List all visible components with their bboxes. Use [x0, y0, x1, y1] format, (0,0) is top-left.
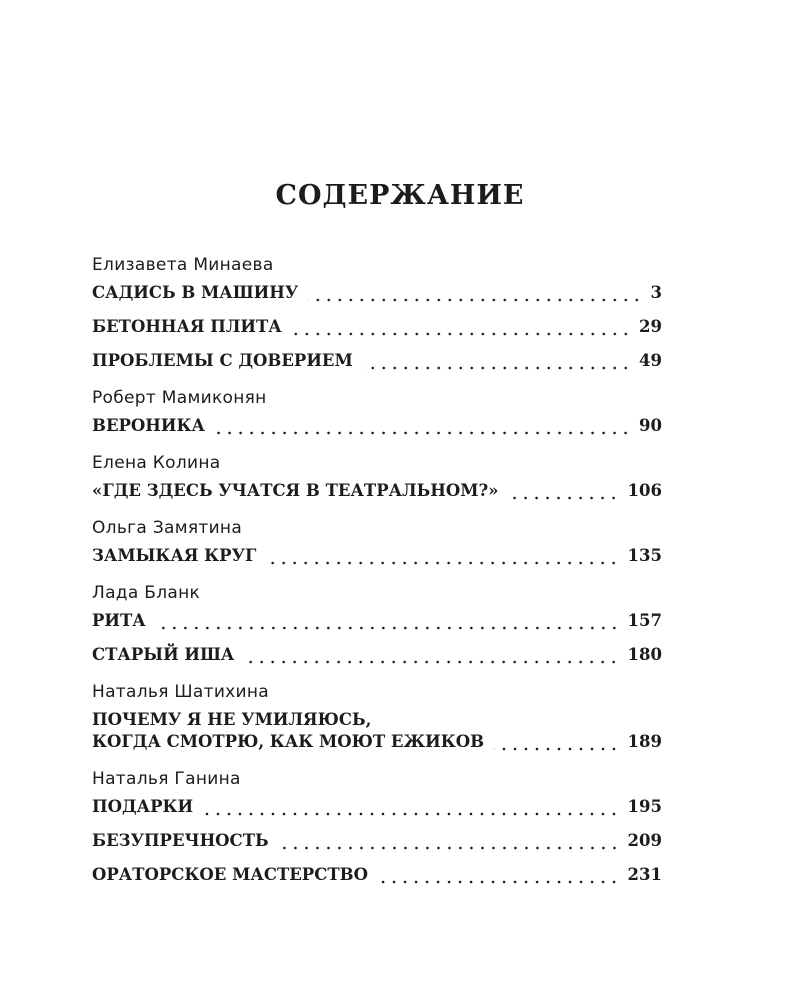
page-number: 29	[639, 317, 662, 336]
author-name: Наталья Ганина	[92, 769, 241, 789]
dot-leader	[215, 415, 631, 437]
author-name: Елизавета Минаева	[92, 255, 274, 275]
dot-leader	[508, 480, 619, 502]
entry-title: БЕЗУПРЕЧНОСТЬ	[92, 831, 269, 850]
table-of-contents	[92, 254, 662, 886]
toc-entry[interactable]	[92, 864, 662, 886]
author-name: Елена Колина	[92, 453, 221, 473]
page-number: 157	[627, 611, 662, 630]
toc-entry[interactable]	[92, 644, 662, 666]
toc-entry[interactable]	[92, 316, 662, 338]
page-number: 180	[627, 645, 662, 664]
dot-leader	[156, 610, 620, 632]
page-number: 106	[627, 481, 662, 500]
entry-title: ВЕРОНИКА	[92, 416, 205, 435]
page-number: 49	[639, 351, 662, 370]
toc-entry[interactable]	[92, 830, 662, 852]
dot-leader	[203, 796, 619, 818]
dot-leader	[244, 644, 619, 666]
entry-title: САДИСЬ В МАШИНУ	[92, 283, 299, 302]
entry-title: РИТА	[92, 611, 146, 630]
page-number: 189	[627, 732, 662, 751]
toc-entry[interactable]	[92, 480, 662, 502]
dot-leader	[363, 350, 631, 372]
page-number: 195	[627, 797, 662, 816]
toc-entry[interactable]	[92, 282, 662, 304]
entry-title: ПОЧЕМУ Я НЕ УМИЛЯЮСЬ, КОГДА СМОТРЮ, КАК МОЮТ ЕЖИКОВ	[92, 710, 485, 751]
toc-entry[interactable]	[92, 796, 662, 818]
page-number: 90	[639, 416, 662, 435]
dot-leader	[279, 830, 620, 852]
author-name: Наталья Шатихина	[92, 682, 270, 702]
toc-entry[interactable]	[92, 709, 662, 753]
page-number: 231	[627, 865, 662, 884]
page-number: 135	[627, 546, 662, 565]
entry-title: БЕТОННАЯ ПЛИТА	[92, 317, 282, 336]
toc-entry[interactable]	[92, 415, 662, 437]
entry-title: СТАРЫЙ ИША	[92, 645, 235, 664]
page-number: 209	[627, 831, 662, 850]
page-title: СОДЕРЖАНИЕ	[275, 180, 525, 211]
entry-title: ПРОБЛЕМЫ С ДОВЕРИЕМ	[92, 351, 353, 370]
toc-entry[interactable]	[92, 545, 662, 567]
author-name: Лада Бланк	[92, 583, 201, 603]
entry-title: «ГДЕ ЗДЕСЬ УЧАТСЯ В ТЕАТРАЛЬНОМ?»	[92, 481, 499, 500]
page-number: 3	[650, 283, 662, 302]
author-name: Ольга Замятина	[92, 518, 243, 538]
dot-leader	[292, 316, 631, 338]
entry-title: ПОДАРКИ	[92, 797, 194, 816]
author-name: Роберт Мамиконян	[92, 388, 267, 408]
toc-entry[interactable]	[92, 610, 662, 632]
dot-leader	[378, 864, 620, 886]
entry-title: ЗАМЫКАЯ КРУГ	[92, 546, 257, 565]
dot-leader	[494, 731, 619, 753]
toc-entry[interactable]	[92, 350, 662, 372]
dot-leader	[266, 545, 619, 567]
dot-leader	[308, 282, 642, 304]
entry-title: ОРАТОРСКОЕ МАСТЕРСТВО	[92, 865, 368, 884]
